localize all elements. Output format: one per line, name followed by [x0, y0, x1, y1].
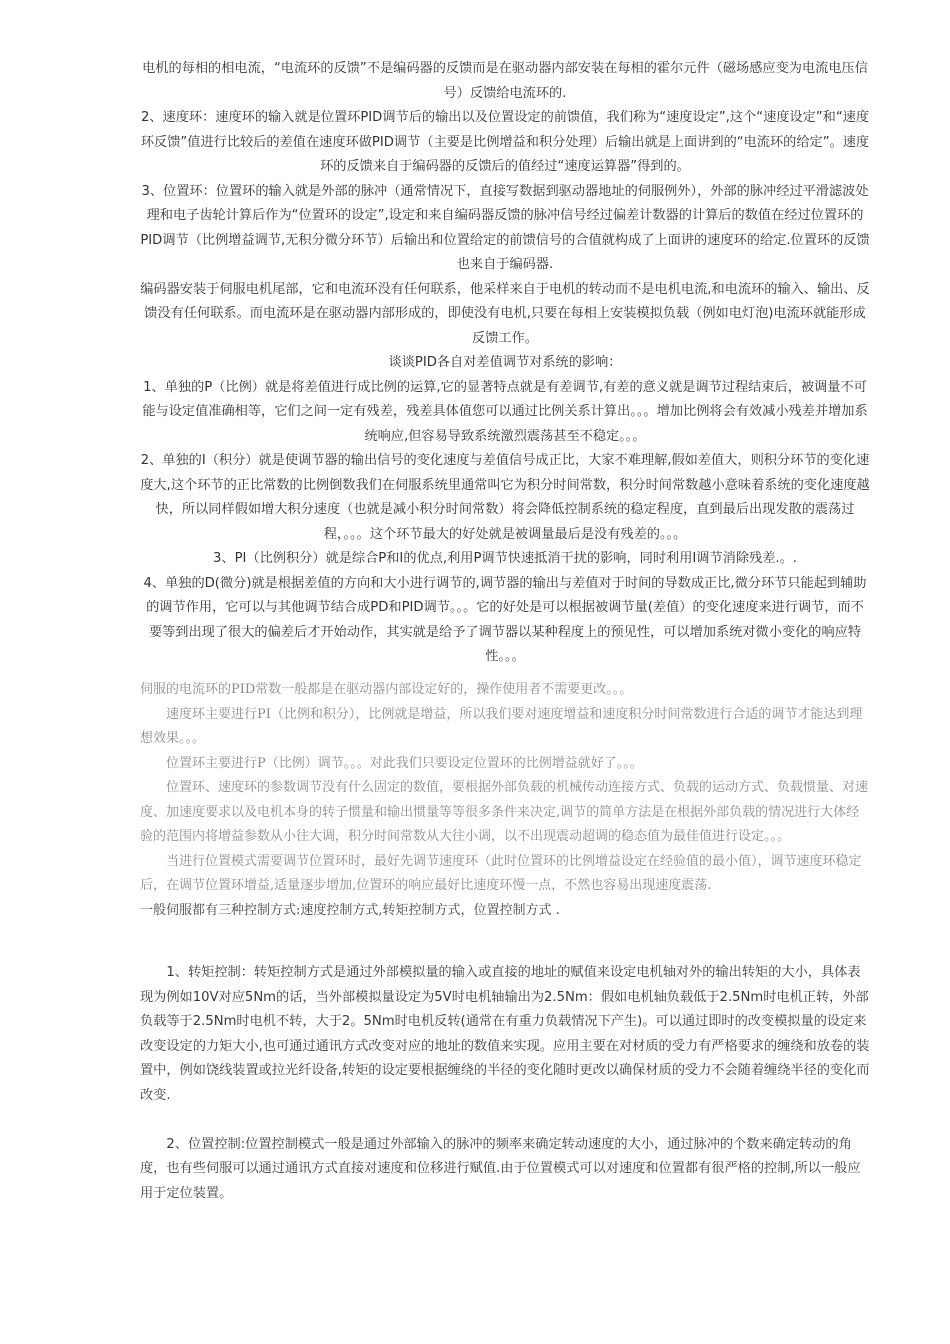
paragraph-control-modes: 一般伺服都有三种控制方式:速度控制方式,转矩控制方式，位置控制方式 . [140, 902, 560, 918]
paragraph-torque-control: 1、转矩控制：转矩控制方式是通过外部模拟量的输入或直接的地址的赋值来设定电机轴对外的输出转矩的大小，具体表现为例如10V对应5Nm的话，当外部模拟量设定为5V时电机轴输出为2.5Nm：假如电机轴负载低于2.5Nm时电机正转，外部负载等于2.5Nm时电机不转，大于2。5Nm时电机反转(通常在有重力负载情况下产生)。可以通过即时的改变模拟量的设定来改变设定的力矩大小,也可通过通讯方式改变对应的地址的数值来实现。应用主要在对材质的受力有严格要求的缠绕和放卷的装置中，例如饶线装置或拉光纤设备,转矩的设定要根据缠绕的半径的变化随时更改以确保材质的受力不会随着缠绕半径的变化而改变. [140, 965, 870, 1103]
paragraph-proportional: 1、单独的P（比例）就是将差值进行成比例的运算,它的显著特点就是有差调节,有差的意义就是调节过程结束后，被调量不可能与设定值准确相等，它们之间一定有残差，残差具体值您可以通过比例关系计算出。。。增加比例将会有效减小残差并增加系统响应,但容易导致系统激烈震荡甚至不稳定。。。 [142, 379, 868, 444]
paragraph-position-control: 2、位置控制:位置控制模式一般是通过外部输入的脉冲的频率来确定转动速度的大小，通过脉冲的个数来确定转动的角度，也有些伺服可以通过通讯方式直接对速度和位移进行赋值.由于位置模式可以对速度和位置都有很严格的控制,所以一般应用于定位装置。 [140, 1136, 861, 1201]
pid-loop-section [140, 57, 870, 670]
paragraph-current-loop-feedback: 电机的每相的相电流，“电流环的反馈”不是编码器的反馈而是在驱动器内部安装在每相的霍尔元件（磁场感应变为电流电压信号）反馈给电流环的. [142, 61, 868, 101]
paragraph-current-loop-pid: 伺服的电流环的PID常数一般都是在驱动器内部设定好的，操作使用者不需要更改。。。 [140, 682, 633, 697]
paragraph-position-loop: 3、位置环：位置环的输入就是外部的脉冲（通常情况下，直接写数据到驱动器地址的伺服例外），外部的脉冲经过平滑滤波处理和电子齿轮计算后作为“位置环的设定”,设定和来自编码器反馈的脉冲信号经过偏差计数器的计算后的数值在经过位置环的PID调节（比例增益调节,无积分微分环节）后输出和位置给定的前馈信号的合值就构成了上面讲的速度环的给定.位置环的反馈也来自于编码器. [140, 183, 870, 272]
paragraph-derivative: 4、单独的D(微分)就是根据差值的方向和大小进行调节的,调节器的输出与差值对于时间的导数成正比,微分环节只能起到辅助的调节作用，它可以与其他调节结合成PD和PID调节。。。它的好处是可以根据被调节量(差值）的变化速度来进行调节，而不要等到出现了很大的偏差后才开始动作，其实就是给予了调节器以某种程度上的预见性，可以增加系统对微小变化的响应特性。。。 [143, 575, 867, 664]
paragraph-parameter-tuning: 位置环、速度环的参数调节没有什么固定的数值，要根据外部负载的机械传动连接方式、负载的运动方式、负载惯量、对速度、加速度要求以及电机本身的转子惯量和输出惯量等等很多条件来决定,调节的简单方法是在根据外部负载的情况进行大体经验的范围内将增益参数从小往大调，积分时间常数从大往小调，以不出现震动超调的稳态值为最佳值进行设定。。。 [140, 780, 869, 844]
paragraph-encoder: 编码器安装于伺服电机尾部，它和电流环没有任何联系，他采样来自于电机的转动而不是电机电流,和电流环的输入、输出、反馈没有任何联系。而电流环是在驱动器内部形成的，即使没有电机,只要在每相上安装模拟负载（例如电灯泡)电流环就能形成反馈工作。 [140, 281, 870, 346]
paragraph-speed-loop-tuning: 速度环主要进行PI（比例和积分），比例就是增益，所以我们要对速度增益和速度积分时间常数进行合适的调节才能达到理想效果。。。 [140, 706, 863, 746]
paragraph-position-mode-tuning: 当进行位置模式需要调节位置环时，最好先调节速度环（此时位置环的比例增益设定在经验值的最小值），调节速度环稳定后，在调节位置环增益,适量逐步增加,位置环的响应最好比速度环慢一点，不然也容易出现速度震荡. [140, 853, 862, 893]
paragraph-speed-loop: 2、速度环：速度环的输入就是位置环PID调节后的输出以及位置设定的前馈值，我们称为“速度设定”,这个“速度设定”和“速度环反馈”值进行比较后的差值在速度环做PID调节（主要是比例增益和积分处理）后输出就是上面讲到的“电流环的给定”。速度环的反馈来自于编码器的反馈后的值经过“速度运算器”得到的。 [140, 110, 870, 174]
control-modes-section [140, 961, 870, 1206]
paragraph-pi: 3、PI（比例积分）就是综合P和I的优点,利用P调节快速抵消干扰的影响，同时利用I调节消除残差.。. [213, 551, 797, 566]
servo-tuning-section [140, 678, 870, 923]
paragraph-position-loop-tuning: 位置环主要进行P（比例）调节。。。对此我们只要设定位置环的比例增益就好了。。。 [166, 755, 643, 771]
paragraph-integral: 2、单独的I（积分）就是使调节器的输出信号的变化速度与差值信号成正比，大家不难理解,假如差值大，则积分环节的变化速度大,这个环节的正比常数的比例倒数我们在伺服系统里通常叫它为积分时间常数，积分时间常数越小意味着系统的变化速度越快，所以同样假如增大积分速度（也就是减小积分时间常数）将会降低控制系统的稳定程度，直到最后出现发散的震荡过程，。。。这个环节最大的好处就是被调量最后是没有残差的。。。 [140, 453, 870, 542]
pid-effects-heading: 谈谈PID各自对差值调节对系统的影响： [388, 355, 622, 370]
